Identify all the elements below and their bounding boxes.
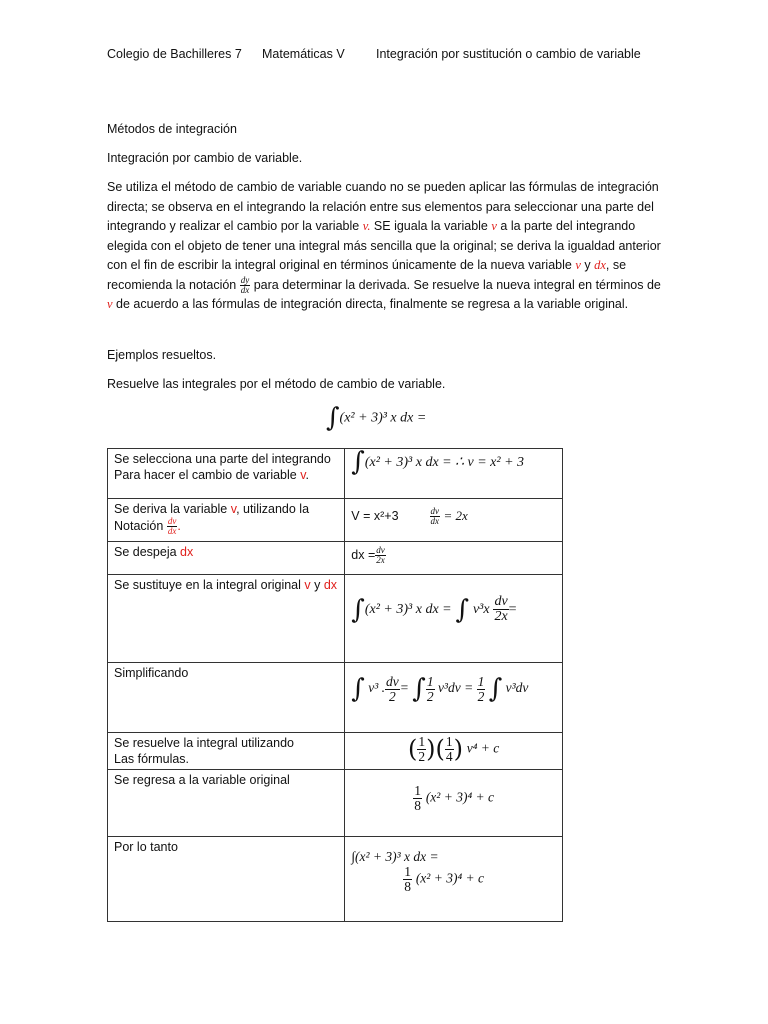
steps-table	[107, 448, 563, 922]
step-label: Se resuelve la integral utilizando Las fórmulas.	[108, 733, 345, 770]
step-label: Se despeja dx	[108, 542, 345, 575]
step-label: Se selecciona una parte del integrando Para hacer el cambio de variable v.	[108, 449, 345, 499]
step-math: ∫ v³ . $\frac{dv}{2}$ = ∫ $\frac{1}{2}$ v³dv = $\frac{1}{2}$ ∫ v³dv	[345, 663, 563, 733]
step-label: Se deriva la variable v, utilizando la Notación $\frac{dv}{dx}$ .	[108, 499, 345, 542]
table-row	[108, 499, 563, 542]
step-math: ∫(x² + 3)³ x dx = ∴ v = x² + 3	[345, 449, 563, 499]
dy-dx-notation: $\frac{dy}{dx}$	[240, 274, 250, 295]
step-math: $\frac{1}{8}$ (x² + 3)⁴ + c	[345, 770, 563, 837]
step-math: V = x²+3 $\frac{dv}{dx}$ = 2x	[345, 499, 563, 542]
step-math: ( $\frac{1}{2}$ )( $\frac{1}{4}$ ) v⁴ + c	[345, 733, 563, 770]
main-integral: ∫(x² + 3)³ x dx =	[326, 403, 427, 433]
table-row	[108, 837, 563, 922]
step-math: dx = $\frac{dv}{2x}$	[345, 542, 563, 575]
step-math: ∫(x² + 3)³ x dx = ∫ v³x $\frac{dv}{2x}$ =	[345, 575, 563, 663]
examples-title: Ejemplos resueltos.	[107, 348, 217, 362]
step-label: Simplificando	[108, 663, 345, 733]
table-row	[108, 663, 563, 733]
table-row	[108, 542, 563, 575]
subtitle: Integración por cambio de variable.	[107, 151, 303, 165]
step-label: Por lo tanto	[108, 837, 345, 922]
step-label: Se regresa a la variable original	[108, 770, 345, 837]
step-label: Se sustituye en la integral original v y dx	[108, 575, 345, 663]
step-math: ∫(x² + 3)³ x dx = $\frac{1}{8}$ (x² + 3)⁴ + c	[345, 837, 563, 922]
method-paragraph: Se utiliza el método de cambio de variable cuando no se pueden aplicar las fórmulas de integración directa; se observa en el integrando la relación entre sus elementos para seleccionar una parte del integrando y realizar el cambio por la variable v. SE iguala la variable v a la parte del integrando elegida con el objeto de tener una integral más sencilla que la original; se deriva la igualdad anterior con el fin de escribir la integral original en términos únicamente de la nueva variable v y dx, se recomienda la notación $\frac{dy}{dx}$ para determinar la derivada. Se resuelve la nueva integral en términos de v de acuerdo a las fórmulas de integración directa, finalmente se regresa a la variable original.	[107, 180, 661, 311]
table-row	[108, 770, 563, 837]
table-row	[108, 449, 563, 499]
instruction: Resuelve las integrales por el método de cambio de variable.	[107, 377, 446, 391]
table-row	[108, 733, 563, 770]
header-subject: Matemáticas V	[262, 47, 345, 61]
integral-sign: ∫	[326, 403, 340, 433]
header-school: Colegio de Bachilleres 7	[107, 47, 242, 61]
section-title: Métodos de integración	[107, 122, 237, 136]
header-topic: Integración por sustitución o cambio de variable	[376, 47, 641, 61]
table-row	[108, 575, 563, 663]
